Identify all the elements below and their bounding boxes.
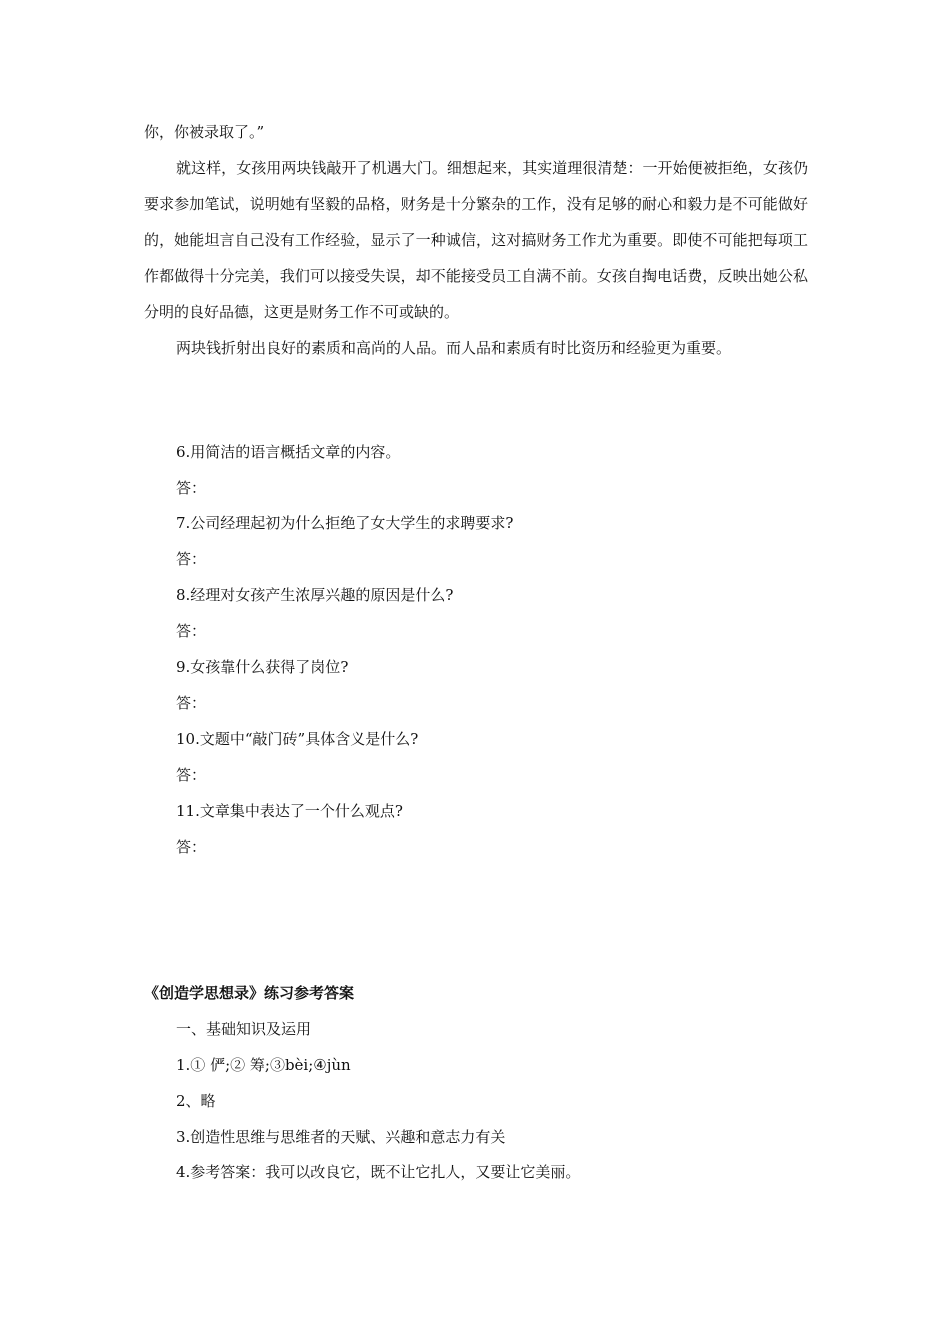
answer-8: 答： — [176, 622, 207, 640]
answer-item: 4.参考答案：我可以改良它，既不让它扎人，又要让它美丽。 — [176, 1163, 581, 1181]
question-6: 6.用简洁的语言概括文章的内容。 — [176, 443, 401, 461]
answer-item: 1.① 俨;② 筹;③bèi;④jùn — [176, 1056, 351, 1074]
answer-item: 一、基础知识及运用 — [176, 1020, 312, 1038]
question-11: 11.文章集中表达了一个什么观点? — [176, 802, 403, 820]
answer-item: 2、略 — [176, 1092, 216, 1110]
answer-9: 答： — [176, 694, 207, 712]
story-paragraph-1: 就这样，女孩用两块钱敲开了机遇大门。细想起来，其实道理很清楚：一开始便被拒绝，女孩仍要求参加笔试，说明她有坚毅的品格，财务是十分繁杂的工作，没有足够的耐心和毅力是不可能做好的，她能坦言自己没有工作经验，显示了一种诚信，这对搞财务工作尤为重要。即使不可能把每项工作都做得十分完美，我们可以接受失误，却不能接受员工自满不前。女孩自掏电话费，反映出她公私分明的良好品德，这更是财务工作不可或缺的。 — [144, 159, 808, 321]
story-paragraph-2: 两块钱折射出良好的素质和高尚的人品。而人品和素质有时比资历和经验更为重要。 — [176, 339, 732, 357]
question-10: 10.文题中“敲门砖”具体含义是什么? — [176, 730, 419, 748]
answer-11: 答： — [176, 838, 207, 856]
answers-section-title: 《创造学思想录》练习参考答案 — [144, 984, 355, 1002]
answer-7: 答： — [176, 550, 207, 568]
question-8: 8.经理对女孩产生浓厚兴趣的原因是什么? — [176, 586, 454, 604]
story-text — [144, 114, 808, 366]
answer-item: 3.创造性思维与思维者的天赋、兴趣和意志力有关 — [176, 1128, 506, 1146]
answer-6: 答： — [176, 479, 207, 497]
story-line-continuation: 你，你被录取了。” — [144, 123, 265, 141]
question-9: 9.女孩靠什么获得了岗位? — [176, 658, 349, 676]
question-7: 7.公司经理起初为什么拒绝了女大学生的求聘要求? — [176, 514, 514, 532]
answer-10: 答： — [176, 766, 207, 784]
